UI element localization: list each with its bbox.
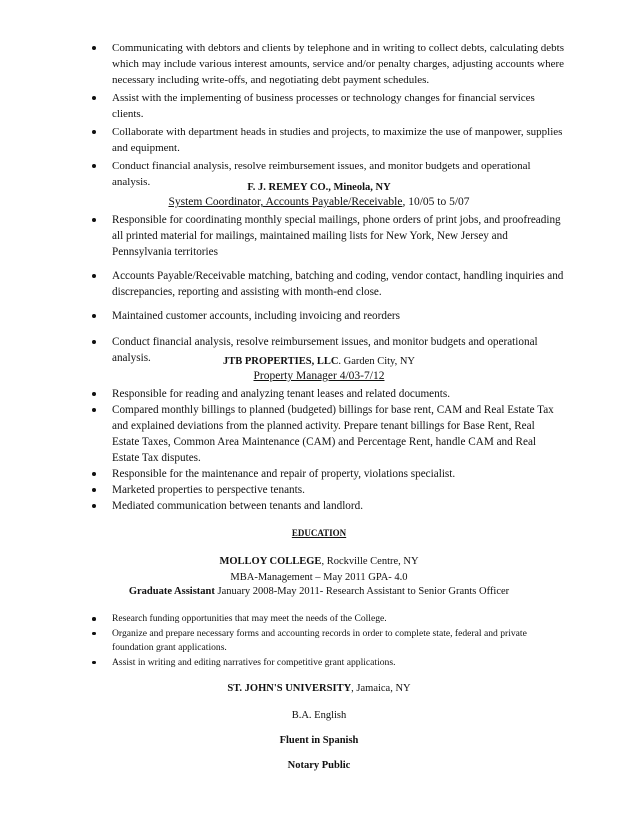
- list-item: Assist with the implementing of business processes or technology changes for financial services clients.: [92, 90, 564, 122]
- stjohns-location: , Jamaica, NY: [351, 683, 411, 694]
- list-item: Responsible for reading and analyzing tenant leases and related documents.: [92, 386, 564, 402]
- list-item: Responsible for coordinating monthly special mailings, phone orders of print jobs, and proofreading all printed material for mailings, maintained mailing lists for New York, New Jersey and Pennsylvania territories: [92, 212, 564, 260]
- jtb-company-name: JTB PROPERTIES, LLC: [222, 356, 339, 367]
- stjohns-school: [0, 683, 638, 694]
- list-item: Accounts Payable/Receivable matching, batching and coding, vendor contact, handling inquiries and discrepancies, reporting and assisting with month-end close.: [92, 268, 564, 300]
- list-item: Communicating with debtors and clients by telephone and in writing to collect debts, calculating debts which may include various interest amounts, service and/or penalty charges, adjusting accounts where necessary including write-offs, and negotiating debt payment schedules.: [92, 40, 564, 88]
- remey-bullets: [92, 212, 564, 366]
- molloy-degree: MBA-Management – May 2011 GPA- 4.0: [230, 572, 408, 583]
- molloy-name: MOLLOY COLLEGE: [219, 556, 322, 567]
- list-item: Maintained customer accounts, including invoicing and reorders: [92, 308, 564, 324]
- list-item: Compared monthly billings to planned (budgeted) billings for base rent, CAM and Real Estate Tax and explained deviations from the planned activity. Prepare tenant billings for Base Rent, Real Estate Taxes, Common Area Maintenance (CAM) and Percentage Rent, handle CAM and Real Estate Tax disputes.: [92, 402, 564, 466]
- jtb-bullets: [92, 386, 564, 514]
- remey-title: System Coordinator, Accounts Payable/Receivable: [168, 196, 403, 208]
- molloy-bullets: [92, 612, 564, 670]
- list-item: Mediated communication between tenants and landlord.: [92, 498, 564, 514]
- remey-dates: , 10/05 to 5/07: [402, 196, 470, 208]
- remey-role: [0, 196, 638, 208]
- education-heading: EDUCATION: [291, 528, 347, 538]
- stjohns-name: ST. JOHN'S UNIVERSITY: [227, 683, 352, 694]
- stjohns-degree: B.A. English: [291, 710, 347, 721]
- list-item: Marketed properties to perspective tenants.: [92, 482, 564, 498]
- list-item: Research funding opportunities that may meet the needs of the College.: [92, 612, 564, 627]
- jtb-location: . Garden City, NY: [338, 356, 416, 367]
- molloy-assistantship: [0, 586, 638, 597]
- list-item: Assist in writing and editing narratives for competitive grant applications.: [92, 656, 564, 671]
- list-item: Conduct financial analysis, resolve reimbursement issues, and monitor budgets and operational analysis.: [92, 158, 564, 190]
- remey-company: F. J. REMEY CO., Mineola, NY: [247, 182, 391, 193]
- notary-credential: Notary Public: [287, 760, 351, 771]
- jtb-role: [0, 370, 638, 382]
- molloy-school: [0, 556, 638, 567]
- language-skill: Fluent in Spanish: [279, 735, 359, 746]
- list-item: Conduct financial analysis, resolve reimbursement issues, and monitor budgets and operational analysis.: [92, 334, 564, 366]
- list-item: Organize and prepare necessary forms and accounting records in order to complete state, federal and private foundation grant applications.: [92, 627, 564, 656]
- assistant-label: Graduate Assistant: [128, 586, 215, 597]
- assistant-detail: January 2008-May 2011- Research Assistant to Senior Grants Officer: [214, 586, 510, 597]
- experience-bullets-1: [92, 40, 564, 192]
- jtb-title: Property Manager 4/03-7/12: [253, 370, 385, 382]
- molloy-location: , Rockville Centre, NY: [321, 556, 419, 567]
- jtb-company: [0, 356, 638, 367]
- list-item: Responsible for the maintenance and repair of property, violations specialist.: [92, 466, 564, 482]
- list-item: Collaborate with department heads in studies and projects, to maximize the use of manpower, supplies and equipment.: [92, 124, 564, 156]
